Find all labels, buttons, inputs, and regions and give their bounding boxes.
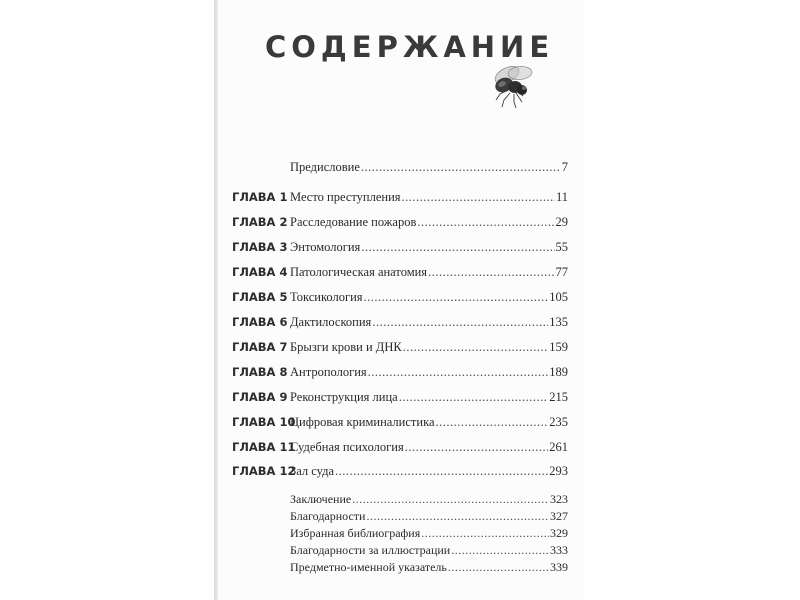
page-number: 189 [549,365,568,379]
chapter-label: ГЛАВА 10 [232,415,296,429]
toc-entry-title: Реконструкция лица [290,390,398,404]
toc-entry-title: Антропология [290,365,367,379]
leader-dots [399,388,549,406]
toc-chapter-row[interactable] [232,313,568,331]
chapter-label: ГЛАВА 7 [232,340,288,354]
toc-entry-title: Дактилоскопия [290,315,372,329]
toc-entry-title: Благодарности [290,509,366,523]
leader-dots [372,313,548,331]
leader-dots [417,213,554,231]
page-number: 29 [555,215,568,229]
page-number: 55 [555,240,568,254]
toc-chapter-row[interactable] [232,363,568,381]
chapter-label: ГЛАВА 11 [232,440,296,454]
toc-entry-title: Патологическая анатомия [290,265,428,279]
toc-backmatter-row[interactable] [232,507,568,525]
toc-chapter-row[interactable] [232,413,568,431]
leader-dots [361,158,561,176]
toc-chapter-row[interactable] [232,238,568,256]
toc-backmatter-row[interactable] [232,558,568,576]
leader-dots [405,438,549,456]
page-number: 339 [550,560,568,574]
toc-entry-title: Цифровая криминалистика [290,415,435,429]
leader-dots [368,363,549,381]
toc-entry-title: Заключение [290,492,352,506]
chapter-label: ГЛАВА 5 [232,290,288,304]
chapter-label: ГЛАВА 1 [232,190,288,204]
chapter-label: ГЛАВА 8 [232,365,288,379]
leader-dots [364,288,549,306]
toc-chapter-row[interactable] [232,438,568,456]
page-number: 7 [561,160,568,174]
page-number: 293 [549,464,568,478]
toc-entry-title: Расследование пожаров [290,215,417,229]
leader-dots [428,263,554,281]
toc-entry-title: Судебная психология [290,440,404,454]
page-number: 327 [550,509,568,523]
toc-chapter-row[interactable] [232,462,568,480]
toc-entry-title: Зал суда [290,464,335,478]
chapter-label: ГЛАВА 9 [232,390,288,404]
toc-entry-title: Предисловие [290,160,360,174]
page-number: 235 [549,415,568,429]
chapter-label: ГЛАВА 6 [232,315,288,329]
leader-dots [361,238,554,256]
toc-intro-row[interactable] [232,158,568,176]
page-number: 135 [549,315,568,329]
toc-chapter-row[interactable] [232,213,568,231]
page-number: 261 [549,440,568,454]
toc-entry-title: Избранная библиография [290,526,421,540]
fly-icon [486,60,540,114]
toc-backmatter-row[interactable] [232,490,568,508]
chapter-label: ГЛАВА 2 [232,215,288,229]
chapter-label: ГЛАВА 4 [232,265,288,279]
page-title: СОДЕРЖАНИЕ [265,30,555,64]
page-number: 333 [550,543,568,557]
leader-dots [448,558,549,576]
page-number: 215 [549,390,568,404]
toc-entry-title: Энтомология [290,240,361,254]
page-number: 11 [555,190,568,204]
leader-dots [335,462,548,480]
page-number: 159 [549,340,568,354]
leader-dots [352,490,549,508]
chapter-label: ГЛАВА 12 [232,464,296,478]
leader-dots [402,188,555,206]
leader-dots [451,541,549,559]
chapter-label: ГЛАВА 3 [232,240,288,254]
toc-chapter-row[interactable] [232,388,568,406]
toc-chapter-row[interactable] [232,288,568,306]
toc-chapter-row[interactable] [232,263,568,281]
toc-entry-title: Благодарности за иллюстрации [290,543,451,557]
toc-backmatter-row[interactable] [232,541,568,559]
page-number: 323 [550,492,568,506]
toc-chapter-row[interactable] [232,338,568,356]
toc-entry-title: Предметно-именной указатель [290,560,447,574]
page-number: 105 [549,290,568,304]
toc-chapter-row[interactable] [232,188,568,206]
toc-entry-title: Токсикология [290,290,363,304]
toc-backmatter-row[interactable] [232,524,568,542]
leader-dots [366,507,549,525]
leader-dots [421,524,549,542]
toc-entry-title: Место преступления [290,190,401,204]
leader-dots [436,413,549,431]
toc-entry-title: Брызги крови и ДНК [290,340,402,354]
page-number: 77 [555,265,568,279]
page-number: 329 [550,526,568,540]
leader-dots [403,338,549,356]
